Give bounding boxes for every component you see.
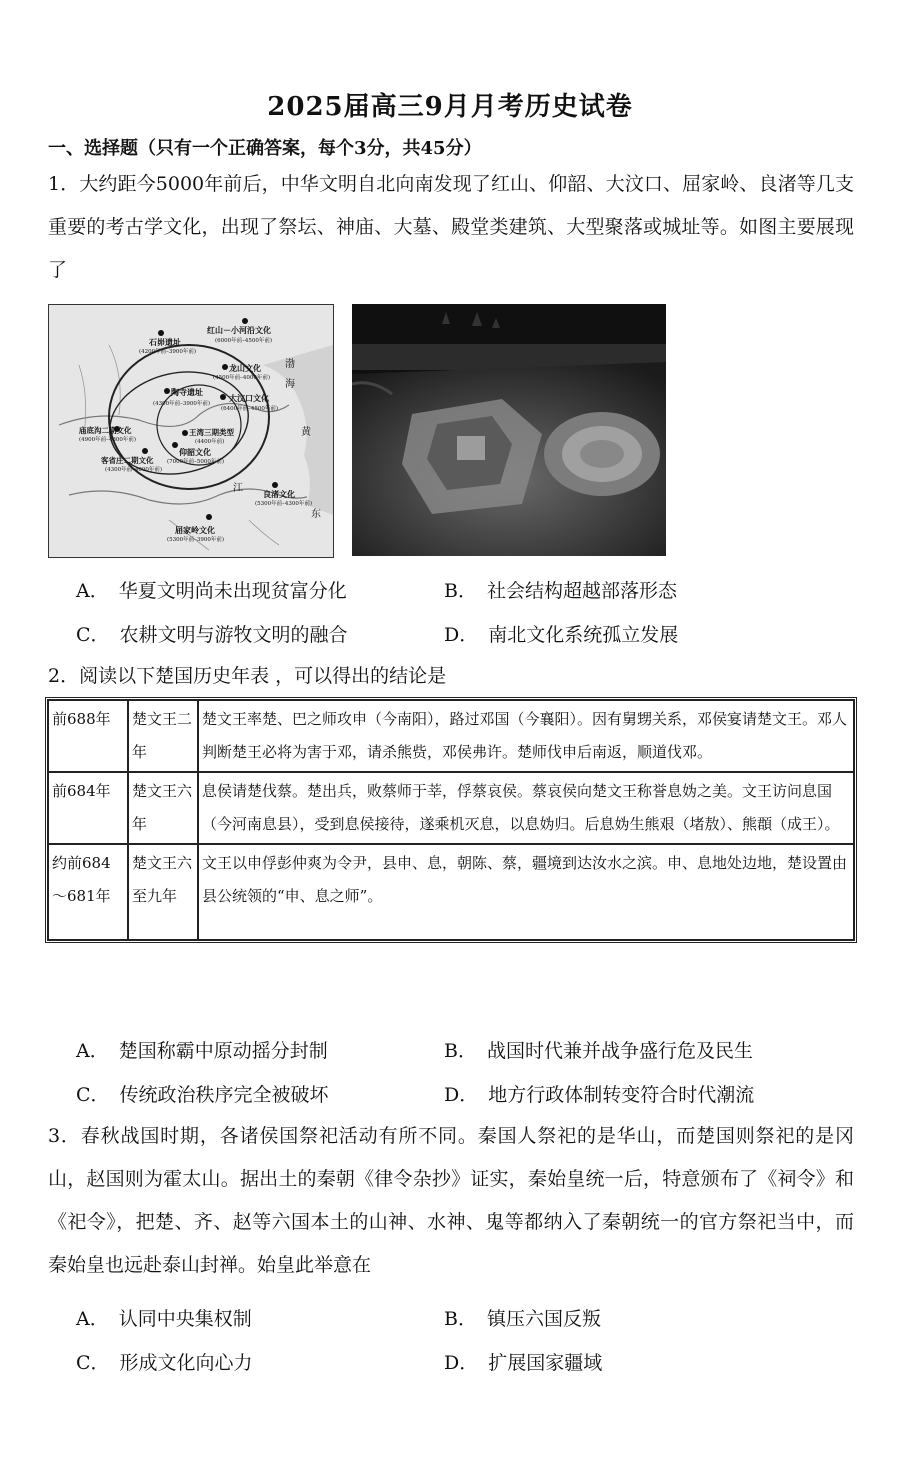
option-key: A． [76,580,109,602]
table-row [48,700,854,772]
option-key: D． [444,1084,479,1106]
option-key: D． [444,1352,479,1374]
map-label-jiang: 江 [233,483,243,494]
option-key: D． [444,624,479,646]
option-text: 农耕文明与游牧文明的融合 [119,624,348,646]
option-text: 华夏文明尚未出现贫富分化 [118,580,347,602]
q2-stem: 2．阅读以下楚国历史年表 ，可以得出的结论是 [48,665,447,687]
exam-title: 2025届高三9月月考历史试卷 [267,92,633,122]
option-text: 传统政治秩序完全被破坏 [119,1084,329,1106]
q2-option-a[interactable] [76,1036,328,1063]
option-key: C． [76,624,110,646]
table-cell-reign: 楚文王六至九年 [128,844,198,940]
map-label-hongshan-date: (6000年前–4500年前) [215,338,273,344]
table-row [48,844,854,940]
option-key: C． [76,1352,110,1374]
map-label-longshan: 龙山文化 [229,363,261,373]
map-label-wangwan: 王湾三期类型 [189,428,234,437]
chu-chronology-table [45,697,857,943]
option-key: B． [444,580,477,602]
map-label-taosi: 陶寺遗址 [171,387,203,397]
q1-option-b[interactable] [444,576,677,603]
option-key: A． [76,1308,109,1330]
table-cell-event: 楚文王率楚、巴之师攻申（今南阳），路过邓国（今襄阳）。因有舅甥关系，邓侯宴请楚文王。邓人判断楚王必将为害于邓，请杀熊赀，邓侯弗许。楚师伐申后南返，顺道伐邓。 [198,700,854,772]
table-cell-event: 文王以申俘彭仲爽为令尹，县申、息，朝陈、蔡，疆境到达汝水之滨。申、息地处边地，楚设置由县公统领的“申、息之师”。 [198,844,854,940]
map-label-dawenkou-date: (6400年前–4500年前) [221,406,279,412]
q3-option-d[interactable] [444,1348,602,1375]
option-text: 扩展国家疆域 [488,1352,603,1374]
map-label-shimao: 石峁遗址 [149,337,181,347]
map-label-wangwan-date: (4400年前) [195,439,225,445]
map-label-shimao-date: (4200年前–3900年前) [139,349,197,355]
map-label-huang: 黄 [301,427,311,438]
table-cell-year: 前684年 [48,772,128,844]
table-cell-reign: 楚文王二年 [128,700,198,772]
q3-option-b[interactable] [444,1304,601,1331]
q2-option-b[interactable] [444,1036,753,1063]
map-label-dong: 东 [311,509,321,520]
q3-option-c[interactable] [76,1348,253,1375]
option-key: A． [76,1040,109,1062]
table-cell-year: 前688年 [48,700,128,772]
table-cell-event: 息侯请楚伐蔡。楚出兵，败蔡师于莘，俘蔡哀侯。蔡哀侯向楚文王称誉息妫之美。文王访问息国（今河南息县），受到息侯接待，遂乘机灭息，以息妫归。后息妫生熊艰（堵敖）、熊頵（成王）。 [198,772,854,844]
excavation-site-photo [352,304,666,556]
map-label-kexingzhuang-date: (4300年前–4000年前) [105,467,163,473]
q1-stem: 1．大约距今5000年前后，中华文明自北向南发现了红山、仰韶、大汶口、屈家岭、良渚等几支重要的考古学文化，出现了祭坛、神庙、大墓、殿堂类建筑、大型聚落或城址等。如图主要展现了 [48,173,854,281]
section-heading: 一、选择题（只有一个正确答案，每个3分，共45分） [48,138,482,159]
q3-option-a[interactable] [76,1304,252,1331]
option-text: 社会结构超越部落形态 [486,580,677,602]
map-label-bo: 渤 [285,359,295,370]
altar-photo [352,304,666,556]
map-label-hai: 海 [285,379,295,390]
option-key: B． [444,1040,477,1062]
culture-map [49,305,333,557]
table-cell-year: 约前684～681年 [48,844,128,940]
q2-option-d[interactable] [444,1080,754,1107]
option-text: 地方行政体制转变符合时代潮流 [488,1084,755,1106]
map-label-miaodigou: 庙底沟二期文化 [79,426,132,435]
option-text: 形成文化向心力 [119,1352,253,1374]
q3-stem: 3．春秋战国时期，各诸侯国祭祀活动有所不同。秦国人祭祀的是华山，而楚国则祭祀的是冈山，赵国则为霍太山。据出土的秦朝《律令杂抄》证实，秦始皇统一后，特意颁布了《祠令》和《祀令》，把楚、齐、赵等六国本土的山神、水神、鬼等都纳入了秦朝统一的官方祭祀当中，而秦始皇也远赴泰山封禅。始皇此举意在 [48,1125,854,1276]
q1-option-a[interactable] [76,576,347,603]
map-label-kexingzhuang: 客省庄二期文化 [101,456,154,465]
map-label-dawenkou: 大汶口文化 [229,393,269,403]
option-text: 战国时代兼并战争盛行危及民生 [486,1040,753,1062]
option-key: C． [76,1084,110,1106]
q1-option-c[interactable] [76,620,348,647]
map-label-qujialing: 屈家岭文化 [175,525,215,535]
option-text: 认同中央集权制 [118,1308,252,1330]
map-label-taosi-date: (4300年前–3900年前) [153,401,211,407]
map-label-yangshao: 仰韶文化 [179,447,211,457]
q1-option-d[interactable] [444,620,678,647]
culture-map-figure [48,304,334,558]
option-text: 楚国称霸中原动摇分封制 [118,1040,328,1062]
map-label-hongshan: 红山－小河沿文化 [207,325,271,335]
map-label-yangshao-date: (7000年前–5000年前) [167,459,225,465]
map-label-liangzhu-date: (5300年前–4300年前) [255,501,313,507]
table-cell-reign: 楚文王六年 [128,772,198,844]
map-label-qujialing-date: (5300年前–3900年前) [167,537,225,543]
option-text: 镇压六国反叛 [486,1308,601,1330]
map-label-longshan-date: (4500年前–4000年前) [213,375,271,381]
map-label-liangzhu: 良渚文化 [263,489,295,499]
map-label-miaodigou-date: (4900年前–4800年前) [79,437,137,443]
q2-option-c[interactable] [76,1080,329,1107]
option-key: B． [444,1308,477,1330]
option-text: 南北文化系统孤立发展 [488,624,679,646]
table-row [48,772,854,844]
